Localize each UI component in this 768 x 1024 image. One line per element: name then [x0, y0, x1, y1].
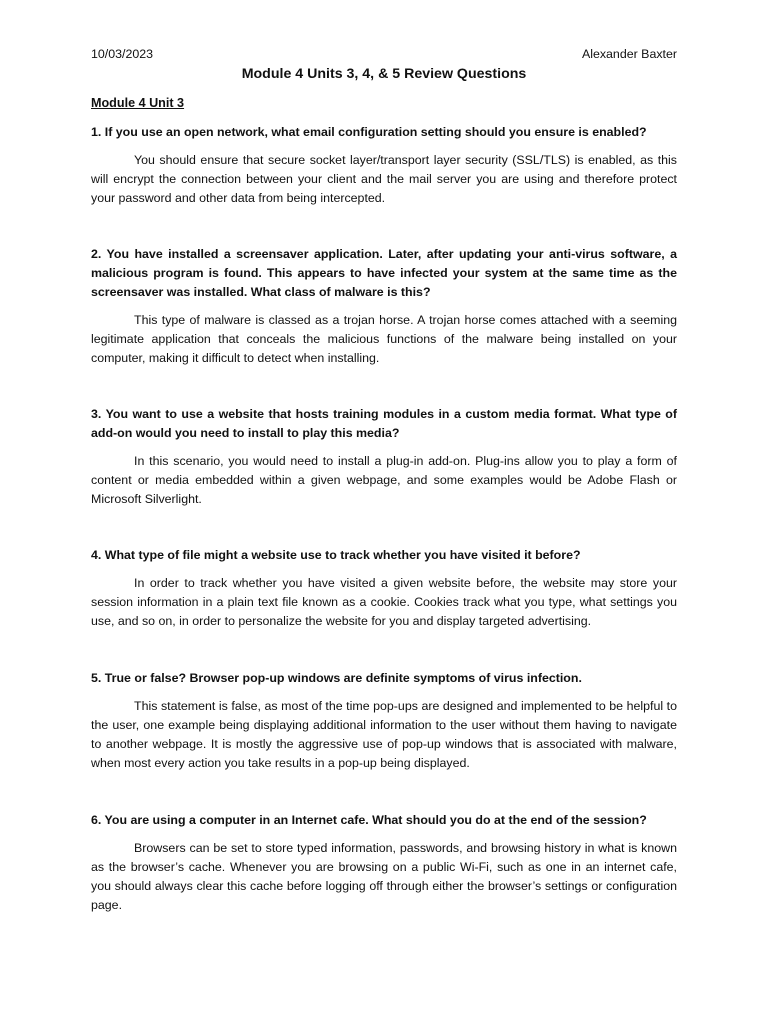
answer-text: This statement is false, as most of the time pop-ups are designed and implemented to be helpful to the user, one example being displaying additional information to the user without them having to navigate to another webpage. It is mostly the aggressive use of pop-up windows that is associated with malware, when most every action you take results in a pop-up being displayed. — [91, 699, 677, 770]
question-block-3 — [91, 405, 677, 509]
question-text: 2. You have installed a screensaver application. Later, after updating your anti-virus software, a malicious program is found. This appears to have infected your system at the same time as the screensaver was installed. What class of malware is this? — [91, 247, 677, 299]
question-block-5 — [91, 669, 677, 773]
answer-text: This type of malware is classed as a trojan horse. A trojan horse comes attached with a seeming legitimate application that conceals the malicious functions of the malware being installed on your computer, making it difficult to detect when installing. — [91, 313, 677, 365]
question-block-6 — [91, 811, 677, 915]
question-block-4 — [91, 546, 677, 631]
answer-text: Browsers can be set to store typed information, passwords, and browsing history in what is known as the browser’s cache. Whenever you are browsing on a public Wi-Fi, such as one in an internet cafe, you should always clear this cache before logging off through either the browser’s settings or configuration page. — [91, 841, 677, 912]
document-date: 10/03/2023 — [91, 47, 154, 61]
question-text: 1. If you use an open network, what email configuration setting should you ensure is enabled? — [91, 125, 647, 139]
question-text: 5. True or false? Browser pop-up windows are definite symptoms of virus infection. — [91, 671, 582, 685]
section-heading: Module 4 Unit 3 — [91, 96, 185, 110]
answer-text: You should ensure that secure socket layer/transport layer security (SSL/TLS) is enabled, as this will encrypt the connection between your client and the mail server you are using and therefore protect your password and other data from being intercepted. — [91, 153, 677, 205]
question-block-1 — [91, 123, 677, 208]
question-block-2 — [91, 245, 677, 368]
question-text: 3. You want to use a website that hosts training modules in a custom media format. What type of add-on would you need to install to play this media? — [91, 407, 677, 440]
author-name: Alexander Baxter — [581, 47, 677, 61]
question-text: 4. What type of file might a website use to track whether you have visited it before? — [91, 548, 581, 562]
answer-text: In this scenario, you would need to install a plug-in add-on. Plug-ins allow you to play a form of content or media embedded within a given webpage, and some examples would be Adobe Flash or Microsoft Silverlight. — [91, 454, 677, 506]
question-text: 6. You are using a computer in an Internet cafe. What should you do at the end of the session? — [91, 813, 647, 827]
document-title: Module 4 Units 3, 4, & 5 Review Questions — [241, 66, 527, 82]
answer-text: In order to track whether you have visited a given website before, the website may store your session information in a plain text file known as a cookie. Cookies track what you type, what settings you use, and so on, in order to personalize the website for you and display targeted advertising. — [91, 576, 677, 628]
